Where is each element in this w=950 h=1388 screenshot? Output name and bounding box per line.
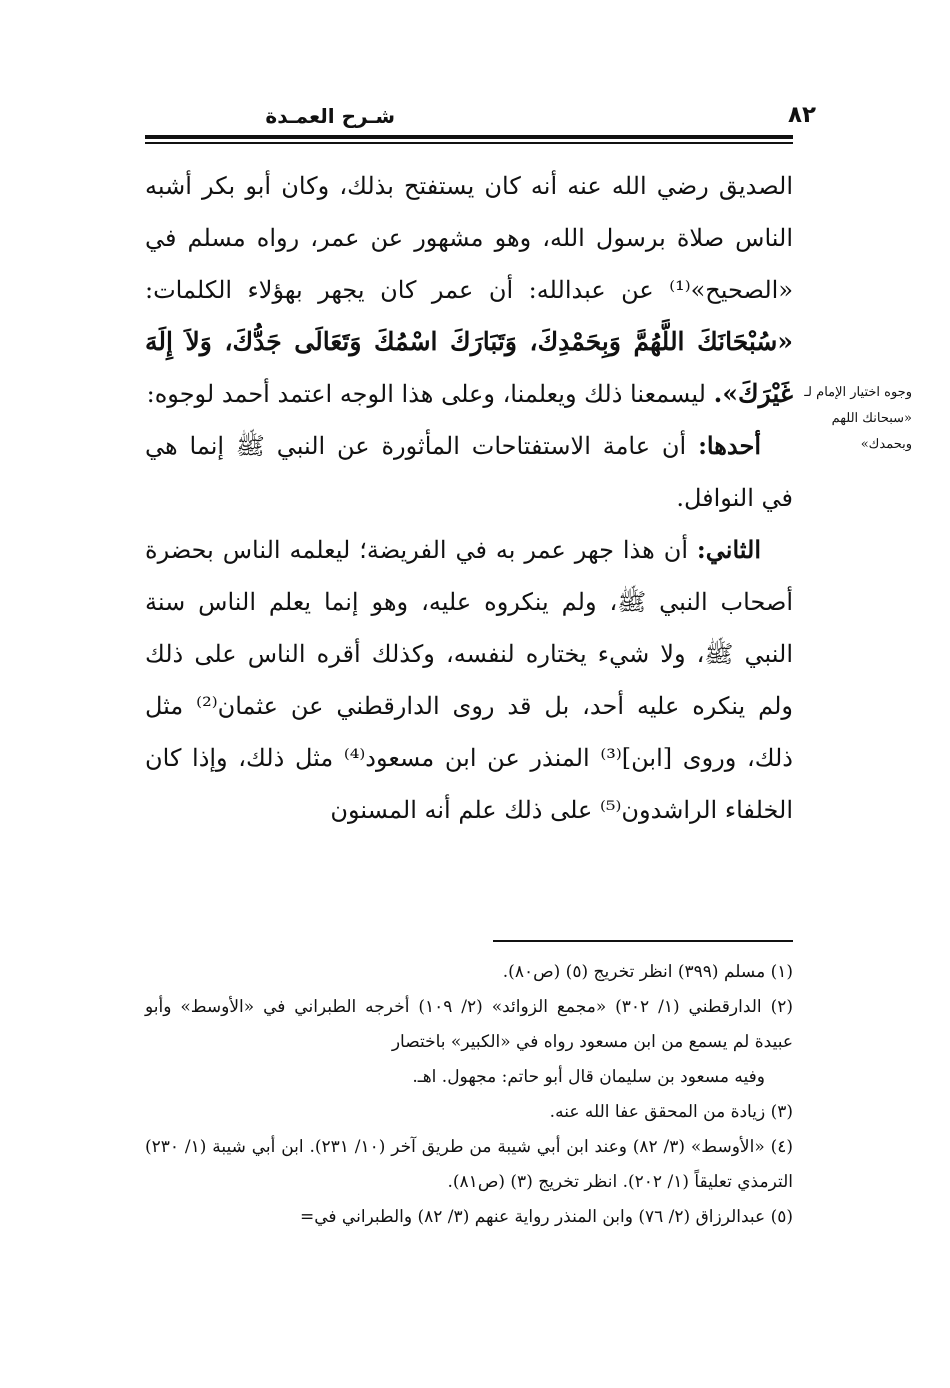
paragraph-2 xyxy=(145,420,793,524)
paragraph-2-text: أن عامة الاستفتاحات المأثورة عن النبي ﷺ إنما هي في النوافل. xyxy=(145,432,793,512)
paragraph-3-lead: الثاني: xyxy=(696,535,761,564)
quoted-supplication: «سُبْحَانَكَ اللَّهُمَّ وَبِحَمْدِكَ، وَتَبَارَكَ اسْمُكَ وَتَعَالَى جَدُّكَ، وَلاَ إِلَهَ غَيْرَكَ». xyxy=(145,327,793,408)
footnote-3: (٣) زيادة من المحقق عفا الله عنه. xyxy=(549,1102,793,1122)
footnote-5: (٥) عبدالرزاق (٢/ ٧٦) وابن المنذر رواية عنهم (٣/ ٨٢) والطبراني في= xyxy=(299,1207,793,1227)
paragraph-3-text: أن هذا جهر عمر به في الفريضة؛ ليعلمه الناس بحضرة أصحاب النبي ﷺ، ولم ينكروه عليه، وهو إنما يعلم الناس سنة النبي ﷺ، ولا شيء يختاره لنفسه، وكذلك أقره الناس على ذلك ولم ينكره عليه أحد، بل قد روى الدارقطني عن عثمان⁽²⁾ مثل ذلك، وروى [ابن]⁽³⁾ المنذر عن ابن مسعود⁽⁴⁾ مثل ذلك، وإذا كان الخلفاء الراشدون⁽⁵⁾ على ذلك علم أنه المسنون xyxy=(145,536,794,824)
footnote-2: (٢) الدارقطني (١/ ٣٠٢) «مجمع الزوائد» (٢/ ١٠٩) أخرجه الطبراني في «الأوسط» وأبو عبيدة لم يسمع من ابن مسعود رواه في «الكبير» باختصار xyxy=(145,997,793,1052)
footnote-4: (٤) «الأوسط» (٣/ ٨٢) وعند ابن أبي شيبة من طريق آخر (١٠/ ٢٣١). ابن أبي شيبة (١/ ٢٣٠) الترمذي تعليقاً (١/ ٢٠٢). انظر تخريج (٣) (ص٨١). xyxy=(145,1137,793,1192)
margin-note: وجوه اختيار الإمام لـ «سبحانك اللهم وبحمدك» xyxy=(804,385,912,452)
footnote-1: (١) مسلم (٣٩٩) انظر تخريج (٥) (ص٨٠). xyxy=(502,962,793,982)
footnotes xyxy=(145,955,793,1235)
paragraph-1-text: الصديق رضي الله عنه أنه كان يستفتح بذلك، وكان أبو بكر أشبه الناس صلاة برسول الله، وهو مشهور عن عمر، رواه مسلم في «الصحيح»⁽¹⁾ عن عبدالله: أن عمر كان يجهر بهؤلاء الكلمات: xyxy=(145,172,793,304)
footnote-2-continued: وفيه مسعود بن سليمان قال أبو حاتم: مجهول. اهـ. xyxy=(412,1067,765,1087)
running-title: شـرح العمـدة xyxy=(265,104,395,128)
paragraph-2-lead: أحدها: xyxy=(698,431,761,460)
main-text xyxy=(145,160,793,836)
header-rule-thick xyxy=(145,135,793,139)
paragraph-1 xyxy=(145,160,793,420)
paragraph-3 xyxy=(145,524,793,836)
header-rule-thin xyxy=(145,142,793,144)
footnote-separator xyxy=(493,940,793,942)
page-number: ٨٢ xyxy=(788,102,817,128)
paragraph-1-end: ليسمعنا ذلك ويعلمنا، وعلى هذا الوجه اعتمد أحمد لوجوه: xyxy=(146,380,706,408)
